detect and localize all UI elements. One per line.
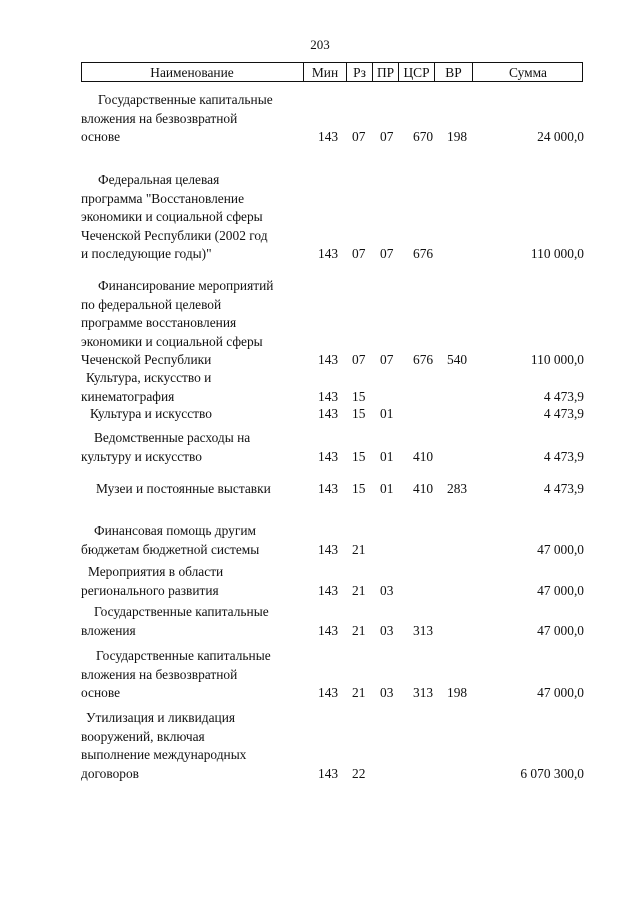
row-rz: 21 [352, 582, 366, 598]
row-sum: 4 473,9 [543, 388, 584, 404]
row-min: 143 [318, 582, 339, 598]
row-min: 143 [318, 448, 339, 464]
row-name-line: основе [81, 685, 121, 700]
header-name: Наименование [150, 65, 234, 80]
row-name [81, 369, 303, 406]
row-min: 143 [318, 622, 339, 638]
row-min: 143 [318, 388, 339, 404]
row-name-line: Мероприятия в области [88, 564, 224, 579]
row-vr: 198 [447, 129, 468, 144]
header-csr: ЦСР [403, 65, 430, 80]
row-sum: 4 473,9 [543, 481, 584, 496]
page-number: 203 [310, 37, 330, 52]
row-name-line: вооружений, включая [81, 728, 205, 744]
row-name-line: программа "Восстановление [81, 190, 245, 206]
row-sum: 47 000,0 [537, 685, 584, 700]
row-name [81, 709, 303, 783]
row-rz: 07 [352, 352, 366, 367]
row-name-line: Государственные капитальные [94, 604, 269, 619]
row-name-line: Культура, искусство и [86, 370, 212, 385]
row-name-line: выполнение международных [81, 747, 247, 762]
row-min: 143 [318, 352, 339, 367]
row-name [81, 522, 303, 559]
row-rz: 15 [352, 388, 366, 404]
table-row [81, 91, 584, 147]
row-name [81, 603, 303, 640]
row-name-line: договоров [81, 765, 140, 781]
row-rz: 21 [352, 541, 366, 557]
row-min: 143 [318, 685, 339, 700]
row-sum: 47 000,0 [537, 582, 584, 598]
table-row [81, 603, 584, 640]
row-pr: 03 [380, 582, 394, 598]
row-csr: 313 [413, 685, 434, 700]
header-rz: Рз [353, 65, 366, 80]
row-name-line: Чеченской Республики (2002 год [81, 227, 268, 243]
row-name-line: культуру и искусство [81, 448, 202, 464]
header-min: Мин [311, 65, 339, 80]
row-min: 143 [318, 541, 339, 557]
row-name [81, 405, 303, 424]
row-rz: 15 [352, 448, 366, 464]
row-name-line: экономики и социальной сферы [81, 333, 263, 349]
row-name-line: кинематография [81, 388, 175, 404]
table-row [81, 522, 584, 559]
row-name-line: основе [81, 129, 121, 144]
row-sum: 6 070 300,0 [520, 765, 584, 781]
header-vr: ВР [445, 65, 462, 80]
row-name-line: Музеи и постоянные выставки [96, 481, 271, 496]
row-sum: 47 000,0 [537, 622, 584, 638]
table-header [81, 62, 583, 82]
row-sum: 4 473,9 [543, 406, 584, 421]
row-pr: 01 [380, 481, 394, 496]
row-pr: 03 [380, 622, 394, 638]
row-name-line: регионального развития [81, 582, 219, 598]
row-name [81, 563, 303, 600]
header-sum: Сумма [509, 65, 547, 80]
row-csr: 410 [413, 481, 434, 496]
row-pr: 07 [380, 129, 394, 144]
row-vr: 198 [447, 685, 468, 700]
row-csr: 313 [413, 622, 434, 638]
row-csr: 676 [413, 352, 434, 367]
row-name-line: Чеченской Республики [81, 352, 212, 367]
row-name-line: вложения на безвозвратной [81, 110, 238, 126]
table-row [81, 171, 584, 264]
row-rz: 07 [352, 246, 366, 261]
row-rz: 22 [352, 765, 366, 781]
row-sum: 24 000,0 [537, 129, 584, 144]
row-name [81, 480, 303, 499]
row-name-line: Финансирование мероприятий [98, 278, 274, 293]
row-name-line: Финансовая помощь другим [94, 523, 256, 538]
row-min: 143 [318, 765, 339, 781]
table-row [81, 277, 584, 370]
row-name-line: бюджетам бюджетной системы [81, 541, 260, 557]
row-pr: 07 [380, 352, 394, 367]
row-name-line: Государственные капитальные [96, 648, 271, 663]
header-pr: ПР [376, 65, 395, 80]
row-name-line: Ведомственные расходы на [94, 430, 251, 445]
row-name [81, 277, 303, 370]
row-name-line: Культура и искусство [90, 406, 212, 421]
row-min: 143 [318, 246, 339, 261]
table-row [81, 647, 584, 703]
row-min: 143 [318, 481, 339, 496]
row-csr: 410 [413, 448, 434, 464]
row-name-line: и последующие годы)" [81, 246, 212, 261]
table-row [81, 563, 584, 600]
row-name [81, 91, 303, 147]
row-rz: 15 [352, 481, 366, 496]
row-name [81, 171, 303, 264]
row-pr: 01 [380, 448, 394, 464]
table-row [81, 369, 584, 406]
row-pr: 03 [380, 685, 394, 700]
table-row [81, 429, 584, 466]
row-name-line: Государственные капитальные [98, 92, 273, 107]
row-name [81, 429, 303, 466]
row-name-line: Утилизация и ликвидация [86, 710, 236, 725]
row-name [81, 647, 303, 703]
table-row [81, 709, 584, 783]
row-name-line: по федеральной целевой [81, 296, 222, 312]
row-min: 143 [318, 129, 339, 144]
row-rz: 07 [352, 129, 366, 144]
row-vr: 283 [447, 481, 468, 496]
row-vr: 540 [447, 352, 468, 367]
row-name-line: экономики и социальной сферы [81, 209, 263, 224]
table-row [81, 405, 584, 424]
row-min: 143 [318, 406, 339, 421]
row-name-line: программе восстановления [81, 315, 237, 330]
row-name-line: вложения на безвозвратной [81, 666, 238, 682]
row-rz: 21 [352, 685, 366, 700]
row-sum: 110 000,0 [530, 352, 584, 367]
row-name-line: Федеральная целевая [98, 172, 220, 187]
row-csr: 670 [413, 129, 434, 144]
row-sum: 4 473,9 [543, 448, 584, 464]
row-csr: 676 [413, 246, 434, 261]
row-sum: 110 000,0 [530, 246, 584, 261]
table-row [81, 480, 584, 499]
row-pr: 01 [380, 406, 394, 421]
row-rz: 15 [352, 406, 366, 421]
row-sum: 47 000,0 [537, 541, 584, 557]
row-name-line: вложения [81, 622, 136, 638]
row-rz: 21 [352, 622, 366, 638]
row-pr: 07 [380, 246, 394, 261]
